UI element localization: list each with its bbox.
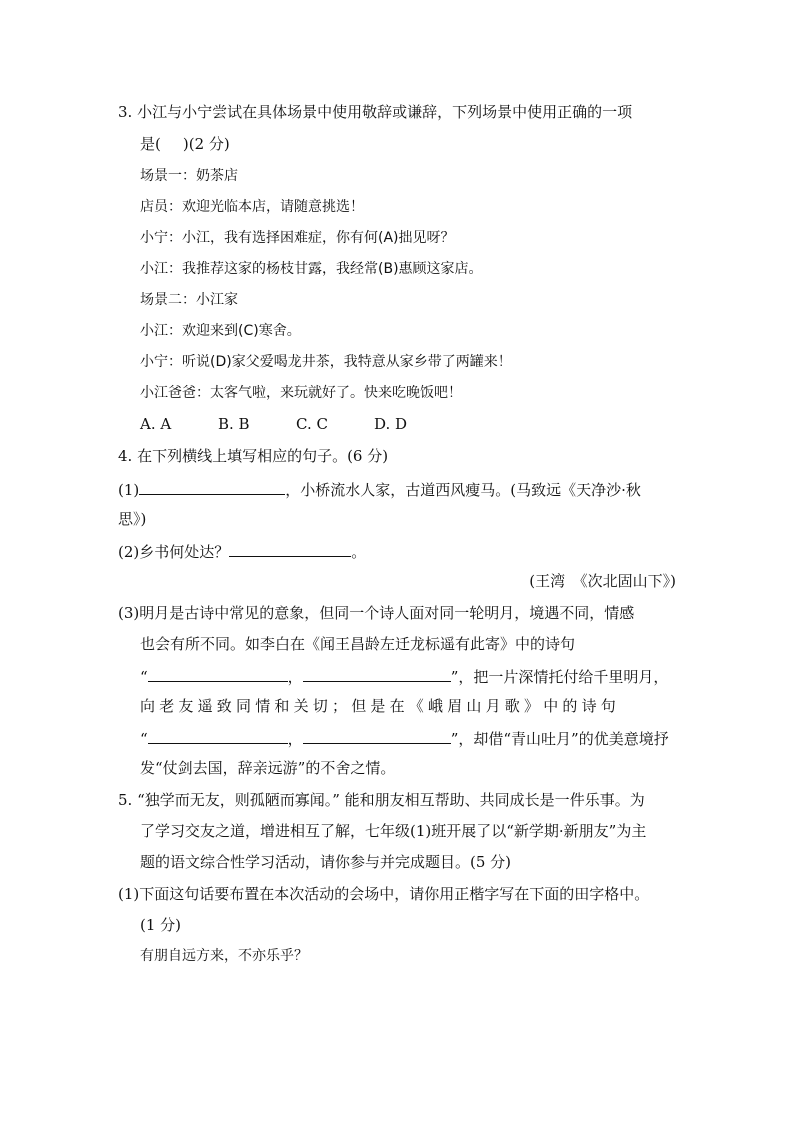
q3-scene2-title: 场景二：小江家 xyxy=(140,292,238,308)
q4-sub2-source: (王湾 《次北固山下》) xyxy=(529,572,676,590)
q4-sub3-line5-text: ”，却借“青山吐月”的优美意境抒 xyxy=(450,730,669,748)
q3-options xyxy=(140,414,452,434)
q3-stem-prefix: 是( xyxy=(140,135,161,153)
q3-dialogue-dad: 小江爸爸：太客气啦，来玩就好了。快来吃晚饭吧！ xyxy=(140,385,462,401)
q3-stem-line1: 3. 小江与小宁尝试在具体场景中使用敬辞或谦辞，下列场景中使用正确的一项 xyxy=(118,103,633,121)
q4-sub3-blank-1[interactable] xyxy=(148,665,288,682)
q3-dialogue-xiaojiang-1: 小江：我推荐这家的杨枝甘露，我经常(B)惠顾这家店。 xyxy=(140,261,483,277)
q5-stem-line2: 了学习交友之道，增进相互了解，七年级(1)班开展了以“新学期·新朋友”为主 xyxy=(140,822,647,840)
q3-dialogue-clerk: 店员：欢迎光临本店，请随意挑选！ xyxy=(140,199,364,215)
q5-sub1-line2: (1 分) xyxy=(140,916,182,934)
q4-sub1 xyxy=(118,478,641,500)
q4-sub1-cont: 思》) xyxy=(118,510,147,528)
q4-sub2-end: 。 xyxy=(351,543,367,561)
comma: ， xyxy=(287,668,303,686)
q3-option-a[interactable]: A. A xyxy=(140,415,172,433)
q4-sub3-line5 xyxy=(140,727,669,749)
q4-sub1-prefix: (1) xyxy=(118,481,140,499)
q3-option-d[interactable]: D. D xyxy=(374,415,408,433)
q4-sub3-line3 xyxy=(140,665,668,687)
open-quote: “ xyxy=(140,668,148,686)
q4-sub3-line3-text: ”，把一片深情托付给千里明月， xyxy=(450,668,669,686)
q4-sub3-blank-2[interactable] xyxy=(303,665,451,682)
q4-sub3-blank-4[interactable] xyxy=(303,727,451,744)
q3-option-b[interactable]: B. B xyxy=(218,415,250,433)
q4-sub2-prefix: (2)乡书何处达？ xyxy=(118,543,230,561)
q5-copy-sentence: 有朋自远方来，不亦乐乎？ xyxy=(140,948,308,964)
q3-stem-line2 xyxy=(140,134,230,154)
open-quote: “ xyxy=(140,730,148,748)
q4-sub1-text: ，小桥流水人家，古道西风瘦马。(马致远《天净沙·秋 xyxy=(285,481,641,499)
q5-stem-line3: 题的语文综合性学习活动，请你参与并完成题目。(5 分) xyxy=(140,853,512,871)
q3-option-c[interactable]: C. C xyxy=(296,415,328,433)
q5-sub1-line1: (1)下面这句话要布置在本次活动的会场中，请你用正楷字写在下面的田字格中。 xyxy=(118,885,650,903)
q4-sub1-blank[interactable] xyxy=(139,478,285,495)
q4-sub3-blank-3[interactable] xyxy=(148,727,288,744)
q4-sub2 xyxy=(118,540,366,562)
q3-dialogue-xiaojiang-2: 小江：欢迎来到(C)寒舍。 xyxy=(140,323,301,339)
q4-sub2-blank[interactable] xyxy=(229,540,351,557)
q3-score: )(2 分) xyxy=(182,135,230,153)
q4-sub3-line4: 向老友遥致同情和关切；但是在《峨眉山月歌》中的诗句 xyxy=(140,697,621,715)
q4-sub3-line2: 也会有所不同。如李白在《闻王昌龄左迁龙标遥有此寄》中的诗句 xyxy=(140,635,576,653)
comma: ， xyxy=(287,730,303,748)
q4-sub3-line6: 发“仗剑去国，辞亲远游”的不舍之情。 xyxy=(140,759,396,777)
q4-title: 4. 在下列横线上填写相应的句子。(6 分) xyxy=(118,447,389,465)
q3-dialogue-xiaoning-1: 小宁：小江，我有选择困难症，你有何(A)拙见呀？ xyxy=(140,230,455,246)
q4-sub3-line1: (3)明月是古诗中常见的意象，但同一个诗人面对同一轮明月，境遇不同，情感 xyxy=(118,604,635,622)
q5-stem-line1: 5. “独学而无友，则孤陋而寡闻。” 能和朋友相互帮助、共同成长是一件乐事。为 xyxy=(118,791,645,809)
q3-dialogue-xiaoning-2: 小宁：听说(D)家父爱喝龙井茶，我特意从家乡带了两罐来！ xyxy=(140,354,512,370)
q3-scene1-title: 场景一：奶茶店 xyxy=(140,168,238,184)
